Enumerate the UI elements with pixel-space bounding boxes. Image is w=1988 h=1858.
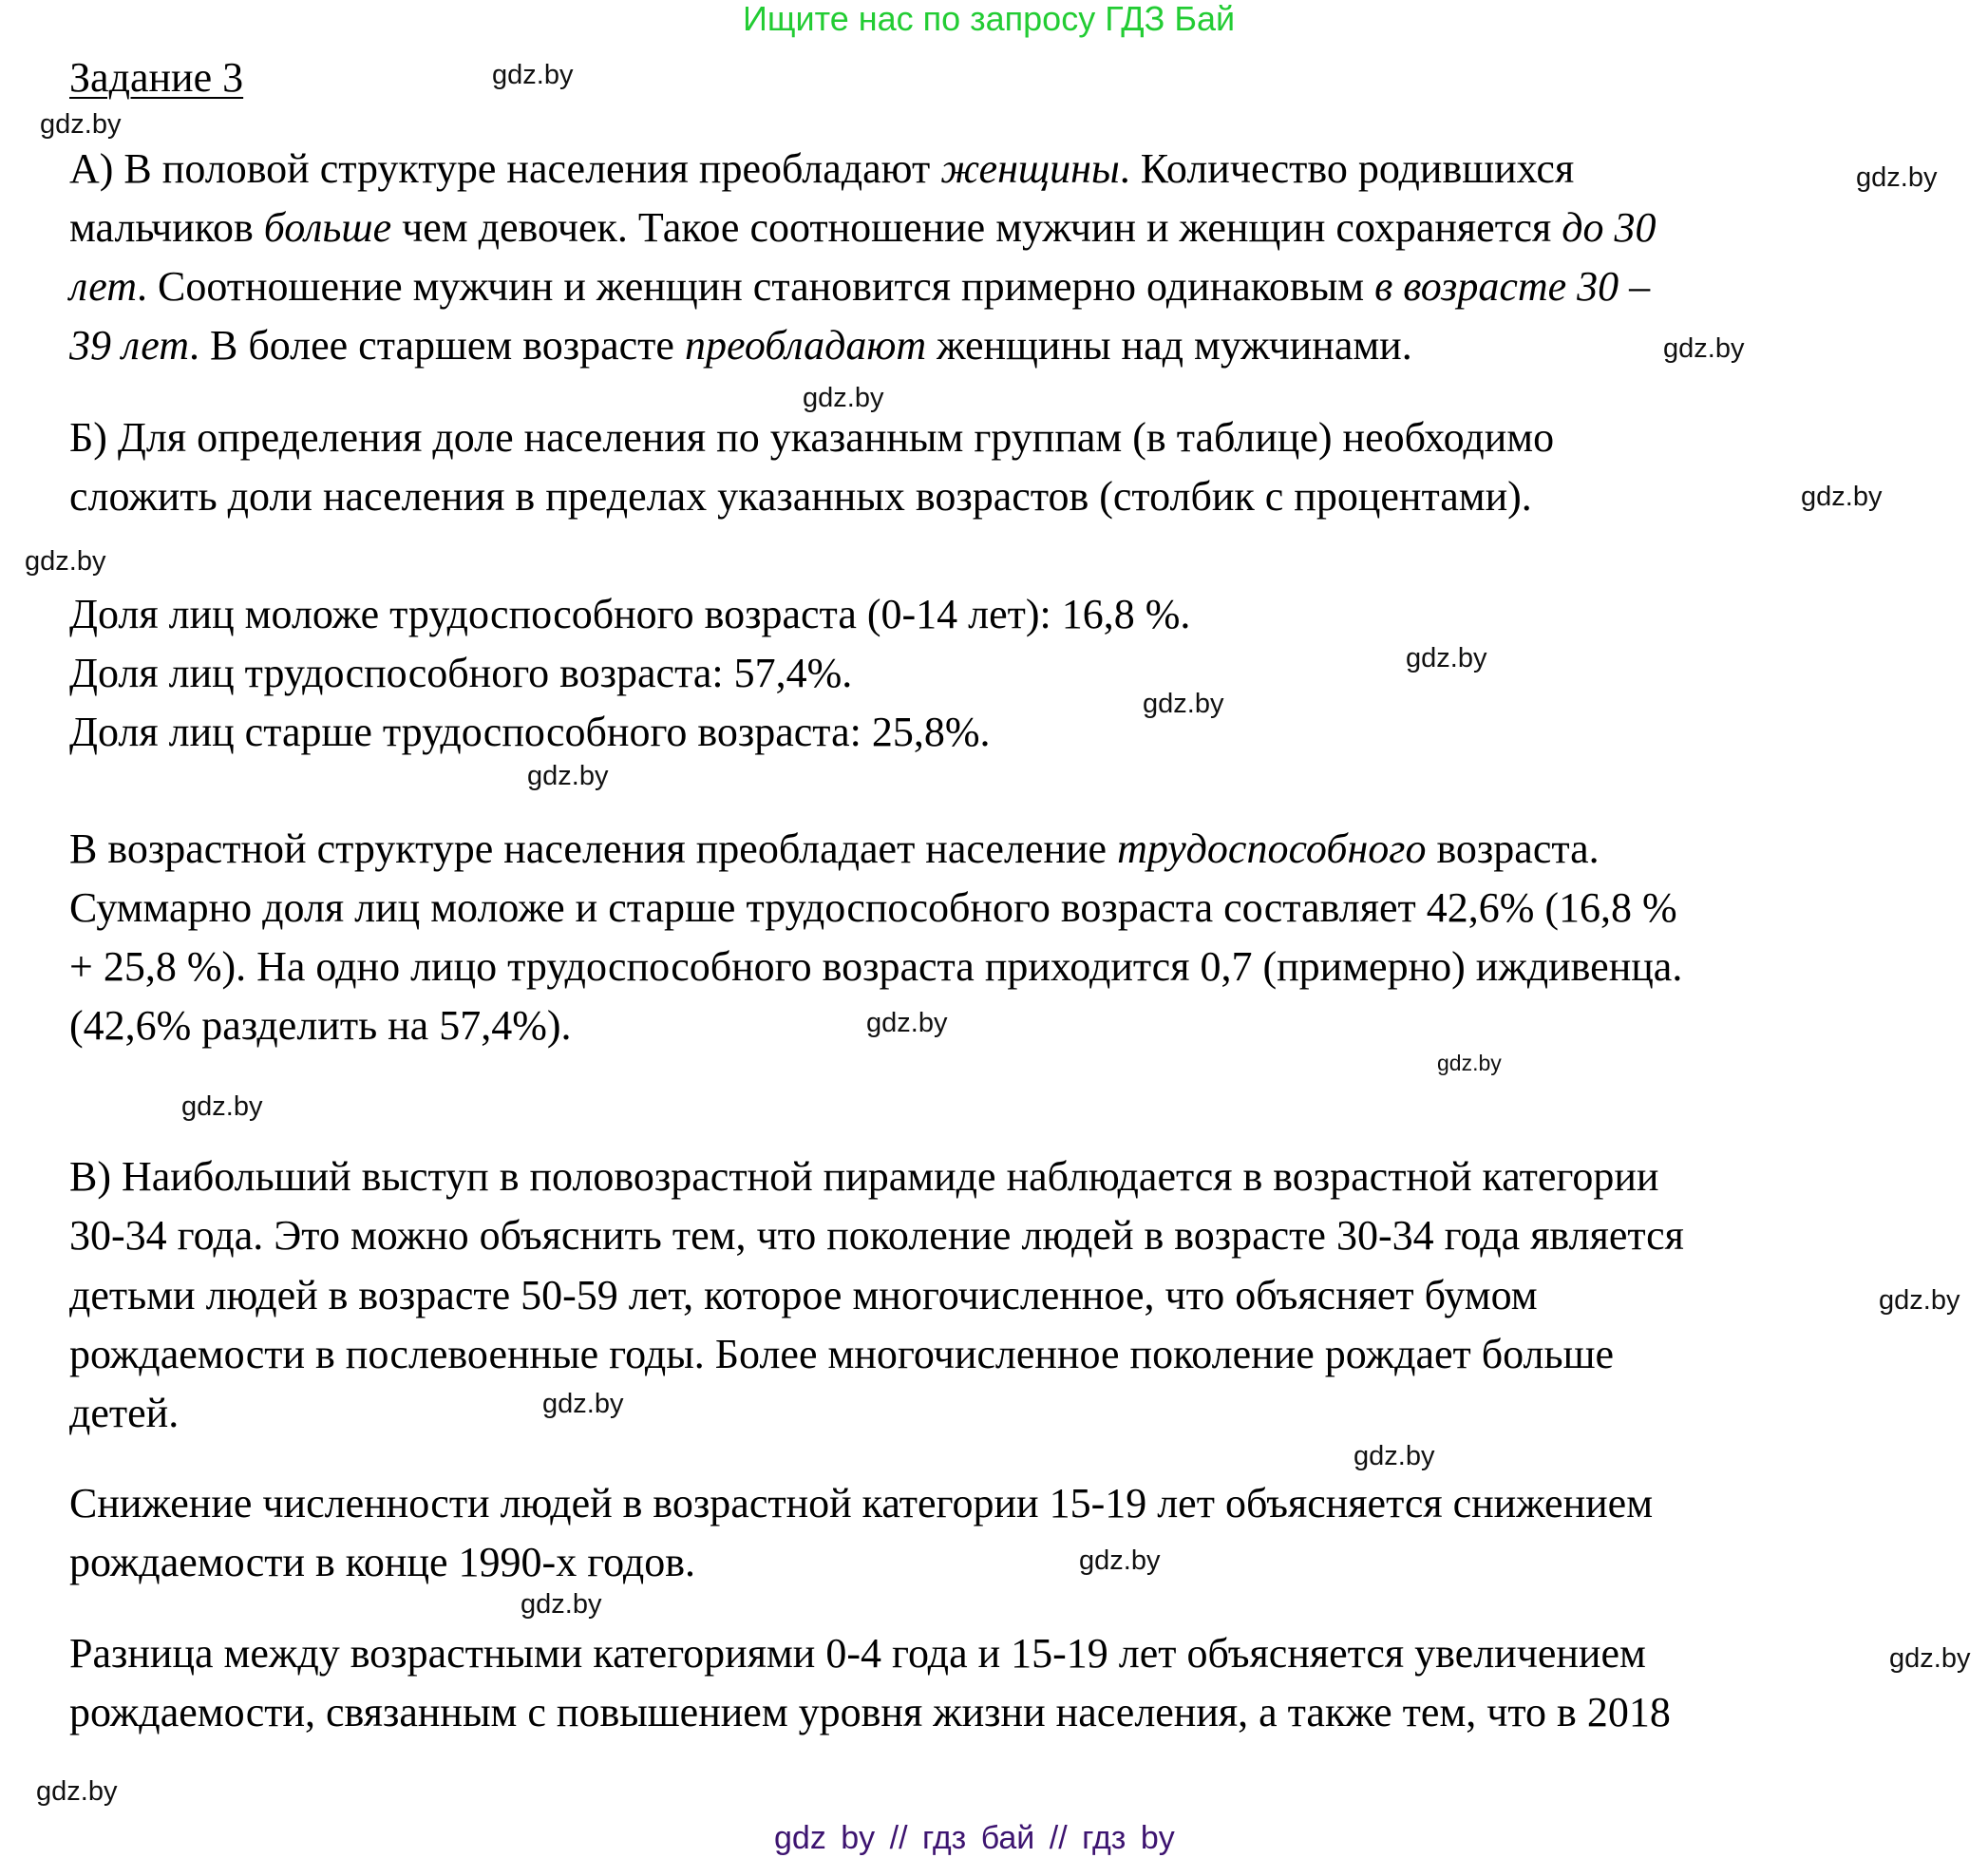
emphasis-text: женщины — [940, 145, 1120, 192]
section-c-line-5: детей. — [69, 1390, 180, 1436]
text-segment: возраста. — [1426, 825, 1600, 872]
text-segment: В возрастной структуре населения преобладает население — [69, 825, 1118, 872]
watermark: gdz.by — [1663, 333, 1745, 364]
share-value: 25,8%. — [871, 709, 991, 755]
watermark: gdz.by — [803, 383, 884, 413]
share-under-working-age — [69, 591, 1190, 638]
share-label: Доля лиц трудоспособного возраста: — [69, 650, 724, 696]
watermark: gdz.by — [492, 60, 574, 90]
watermark: gdz.by — [1889, 1643, 1971, 1674]
section-c-line-4: рождаемости в послевоенные годы. Более многочисленное поколение рождает больше — [69, 1331, 1614, 1377]
text-segment: мальчиков — [69, 204, 264, 251]
watermark: gdz.by — [866, 1008, 948, 1038]
text-segment: чем девочек. Такое соотношение мужчин и женщин сохраняется — [391, 204, 1562, 251]
watermark: gdz.by — [36, 1776, 118, 1807]
section-a-line-1 — [69, 145, 1574, 193]
difference-line-1: Разница между возрастными категориями 0-4 года и 15-19 лет объясняется увеличением — [69, 1630, 1646, 1677]
conclusion-line-4 — [69, 1002, 572, 1050]
share-over-working-age — [69, 709, 991, 756]
section-a-line-3 — [69, 263, 1650, 311]
watermark: gdz.by — [1879, 1285, 1960, 1316]
section-c-line-2: 30-34 года. Это можно объяснить тем, что поколение людей в возрасте 30-34 года является — [69, 1212, 1684, 1259]
watermark: gdz.by — [25, 546, 106, 577]
text-segment: . В более старшем возрасте — [189, 322, 685, 369]
emphasis-text: преобладают — [684, 322, 927, 369]
text-segment: А) В половой структуре населения преобладают — [69, 145, 941, 192]
section-b-line-1: Б) Для определения доле населения по указанным группам (в таблице) необходимо — [69, 414, 1555, 461]
watermark: gdz.by — [1406, 643, 1487, 673]
section-a-line-4 — [69, 322, 1412, 370]
watermark: gdz.by — [1143, 689, 1224, 719]
watermark: gdz.by — [542, 1389, 624, 1419]
task-title: Задание 3 — [69, 54, 244, 101]
conclusion-line-3 — [69, 943, 1682, 991]
text-segment: . Соотношение мужчин и женщин становится примерно одинаковым — [137, 263, 1375, 310]
share-working-age — [69, 650, 852, 697]
watermark: gdz.by — [527, 761, 609, 791]
section-b-line-2: сложить доли населения в пределах указанных возрастов (столбик с процентами). — [69, 473, 1532, 520]
emphasis-text: трудоспособного — [1117, 825, 1427, 872]
emphasis-text: до 30 — [1562, 204, 1657, 251]
footer-links: gdz by // гдз бай // гдз by — [774, 1820, 1175, 1856]
emphasis-text: 39 лет — [69, 322, 190, 369]
decline-line-2: рождаемости в конце 1990-х годов. — [69, 1539, 696, 1585]
text-segment: . Количество родившихся — [1119, 145, 1575, 192]
text-segment: Суммарно доля лиц моложе и старше трудоспособного возраста составляет 42,6% (16,8 % — [69, 884, 1677, 931]
search-banner: Ищите нас по запросу ГДЗ Бай — [743, 0, 1236, 38]
emphasis-text: лет — [69, 263, 138, 310]
watermark: gdz.by — [1354, 1441, 1435, 1471]
watermark: gdz.by — [521, 1589, 602, 1620]
section-c-line-3: детьми людей в возрасте 50-59 лет, которое многочисленное, что объясняет бумом — [69, 1272, 1538, 1318]
conclusion-line-1 — [69, 825, 1600, 873]
decline-line-1: Снижение численности людей в возрастной категории 15-19 лет объясняется снижением — [69, 1480, 1654, 1526]
share-value: 16,8 %. — [1061, 591, 1191, 637]
watermark: gdz.by — [181, 1091, 263, 1122]
difference-line-2: рождаемости, связанным с повышением уровня жизни населения, а также тем, что в 2018 — [69, 1689, 1671, 1735]
conclusion-line-2 — [69, 884, 1677, 932]
text-segment: + 25,8 %). На одно лицо трудоспособного возраста приходится 0,7 (примерно) иждивенца. — [69, 943, 1683, 990]
share-label: Доля лиц моложе трудоспособного возраста (0-14 лет): — [69, 591, 1051, 637]
watermark: gdz.by — [1856, 162, 1938, 193]
text-segment: женщины над мужчинами. — [926, 322, 1412, 369]
section-a-line-2 — [69, 204, 1657, 252]
emphasis-text: в возрасте 30 – — [1374, 263, 1651, 310]
text-segment: (42,6% разделить на 57,4%). — [69, 1002, 572, 1049]
watermark: gdz.by — [1437, 1051, 1502, 1075]
watermark: gdz.by — [1801, 482, 1883, 512]
share-label: Доля лиц старше трудоспособного возраста: — [69, 709, 861, 755]
emphasis-text: больше — [263, 204, 392, 251]
section-c-line-1: В) Наибольший выступ в половозрастной пирамиде наблюдается в возрастной категории — [69, 1153, 1659, 1200]
share-value: 57,4%. — [733, 650, 853, 696]
watermark: gdz.by — [1079, 1545, 1161, 1576]
watermark: gdz.by — [40, 109, 122, 140]
